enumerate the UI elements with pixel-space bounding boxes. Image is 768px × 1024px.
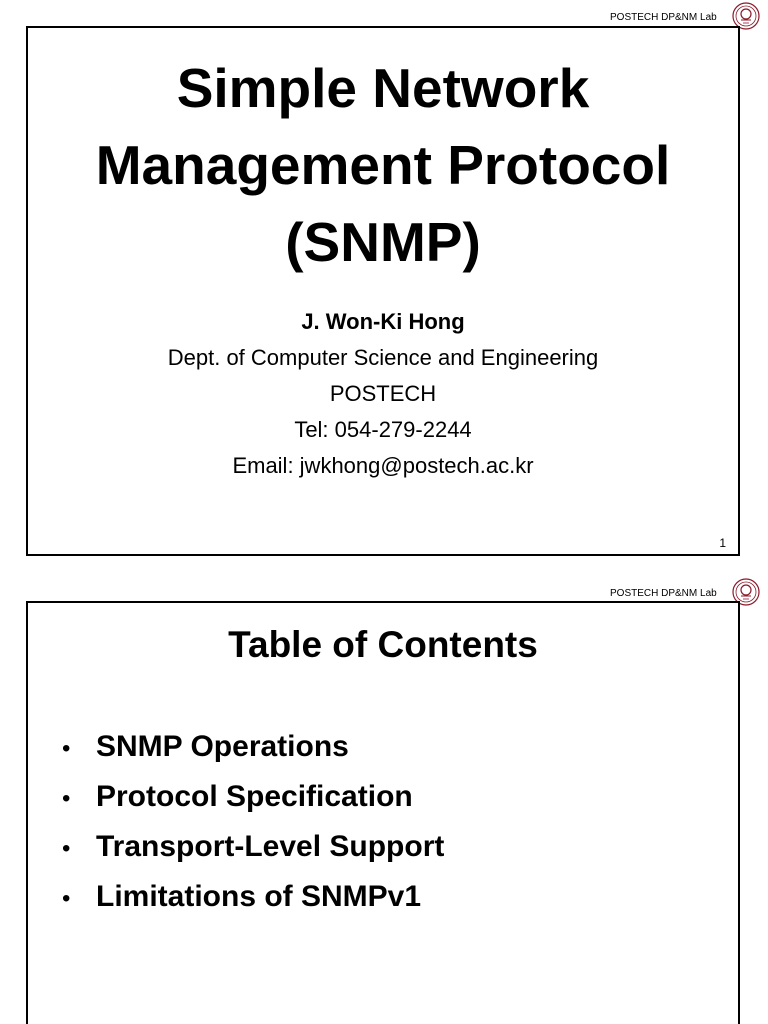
title-line: Management Protocol: [95, 134, 671, 196]
bullet-icon: •: [62, 735, 71, 762]
author-name: J. Won-Ki Hong: [301, 309, 465, 334]
title-line: Simple Network: [176, 57, 590, 119]
slide-1: [26, 26, 740, 556]
toc-item-label: Protocol Specification: [96, 780, 413, 813]
bullet-icon: •: [62, 885, 71, 912]
title-line: (SNMP): [285, 211, 481, 273]
institution: POSTECH: [329, 381, 437, 406]
toc-item-label: Limitations of SNMPv1: [96, 880, 422, 913]
telephone: Tel: 054-279-2244: [294, 417, 472, 442]
lab-header: POSTECH DP&NM Lab: [610, 588, 717, 599]
toc-item-label: Transport-Level Support: [96, 830, 445, 863]
bullet-icon: •: [62, 835, 71, 862]
table-of-contents: [62, 723, 444, 923]
toc-item-label: SNMP Operations: [96, 730, 349, 763]
list-item: [62, 823, 444, 873]
list-item: [62, 723, 444, 773]
slide-1-title: [28, 50, 738, 281]
slide-2: [26, 601, 740, 1024]
slide-number: 1: [719, 536, 726, 550]
bullet-icon: •: [62, 785, 71, 812]
list-item: [62, 773, 444, 823]
department: Dept. of Computer Science and Engineering: [167, 345, 599, 370]
email: Email: jwkhong@postech.ac.kr: [232, 453, 534, 478]
author-info: [28, 304, 738, 484]
slide-2-title: Table of Contents: [228, 624, 538, 665]
list-item: [62, 873, 444, 923]
lab-header: POSTECH DP&NM Lab: [610, 12, 717, 23]
